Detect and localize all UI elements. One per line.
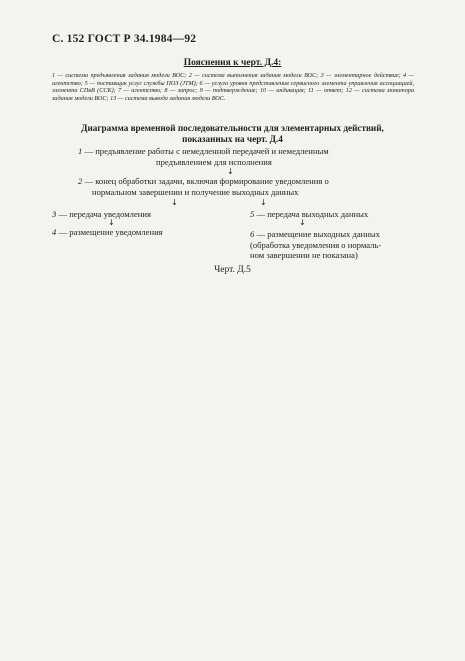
step-4-text: — размещение уведомления	[56, 227, 163, 237]
step-6-line-1: — размещение выходных данных	[254, 229, 380, 239]
notes-title: Пояснения к черт. Д.4:	[183, 58, 282, 68]
step-1-number: 1	[78, 146, 83, 156]
step-5	[250, 209, 368, 220]
step-5-number: 5	[250, 209, 255, 219]
step-3	[52, 209, 151, 220]
arrow-down-icon: ↓	[299, 218, 306, 227]
arrow-down-icon: ↓	[108, 218, 115, 227]
diagram-title-line-2: показанных на черт. Д.4	[182, 134, 283, 144]
step-2-line-1: — конец обработки задачи, включая формирование уведомления о	[82, 176, 329, 186]
notes-body: 1 — система предъявления задания модели ВОС; 2 — система выполнения задания модели ВОС; 3 — элементарное действие; 4 — агентство; 5 — поставщик услуг службы ПОЗ (JTM); 6 — услуга уровня представления сервисного элемента управления ассоциацией, элемента СПвВ (ССК); 7 — агентство; 8 — запрос; 9 — подтверждение; 10 — индикация; 11 — ответ; 12 — система монитора задания модели ВОС; 13 — система вывода задания модели ВОС.	[52, 72, 414, 102]
step-2-line-2: нормальном завершении и получение выходных данных	[92, 186, 299, 197]
diagram-title	[60, 123, 405, 145]
step-6	[250, 229, 420, 261]
step-4	[52, 227, 163, 238]
step-6-number: 6	[250, 229, 255, 239]
diagram-title-line-1: Диаграмма временной последовательности для элементарных действий,	[81, 123, 384, 133]
arrow-down-icon: ↓	[227, 167, 234, 176]
arrow-down-icon: ↓	[260, 198, 267, 207]
step-3-number: 3	[52, 209, 57, 219]
step-1-line-1: — предъявление работы с немедленной передачей и немедленным	[82, 146, 329, 156]
step-6-line-2: (обработка уведомления о нормаль-	[250, 239, 382, 250]
step-3-text: — передача уведомления	[56, 209, 151, 219]
step-1	[78, 146, 408, 167]
step-4-number: 4	[52, 227, 57, 237]
step-1-line-2: предъявлением для исполнения	[156, 156, 272, 167]
figure-caption: Черт. Д.5	[214, 265, 251, 275]
page-header: С. 152 ГОСТ Р 34.1984—92	[52, 33, 197, 45]
arrow-down-icon: ↓	[171, 198, 178, 207]
step-2	[78, 176, 408, 197]
step-5-text: — передача выходных данных	[254, 209, 369, 219]
step-6-line-3: ном завершении не показана)	[250, 250, 358, 260]
step-2-number: 2	[78, 176, 83, 186]
